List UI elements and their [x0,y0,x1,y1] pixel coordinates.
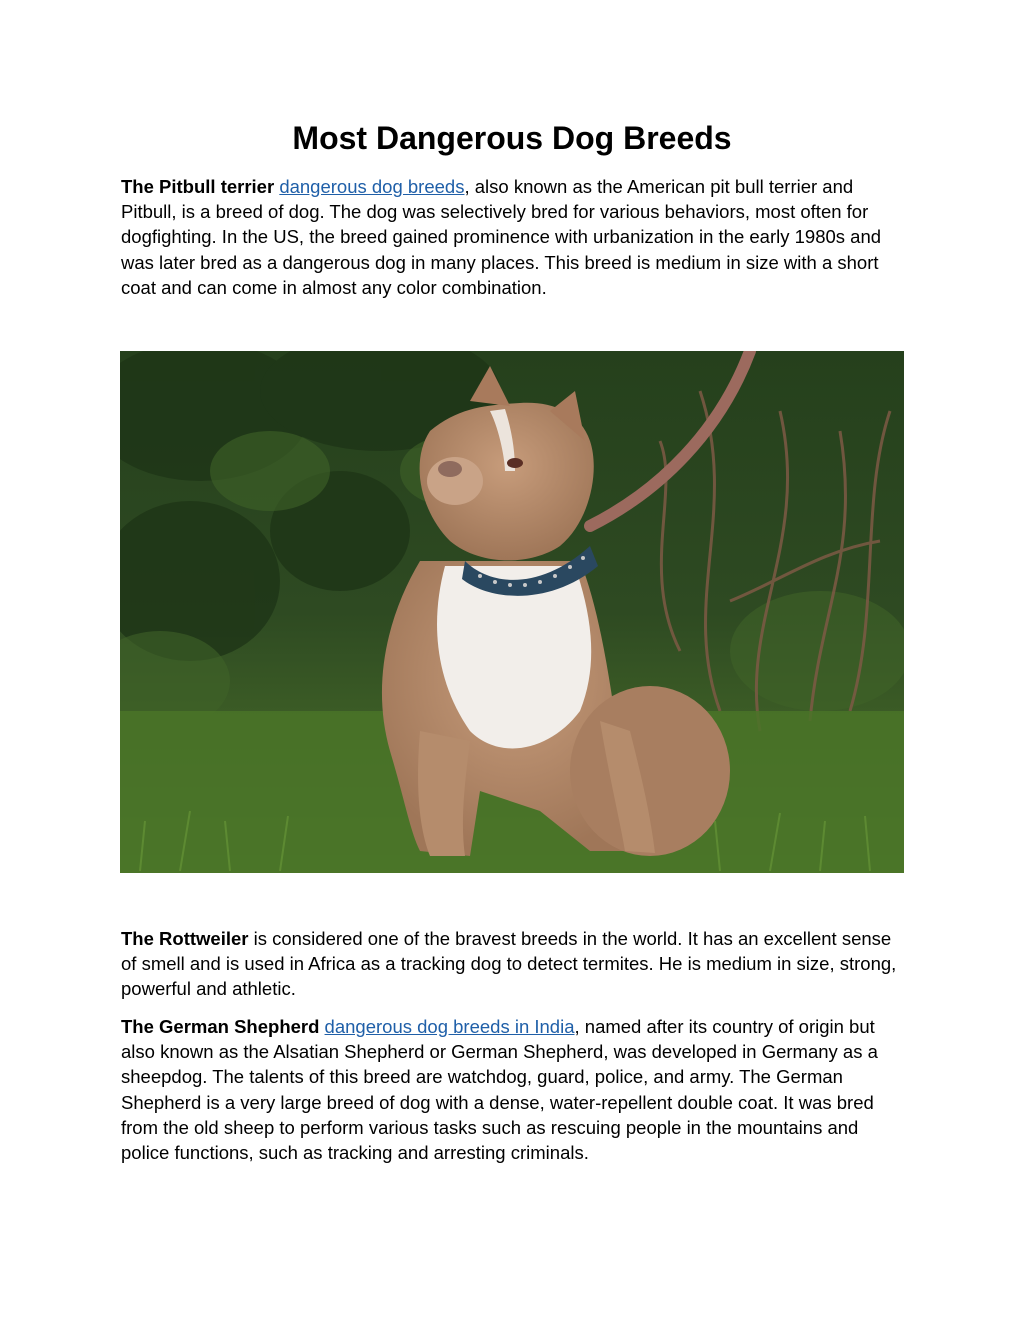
paragraph-pitbull [121,174,911,300]
dangerous-dog-breeds-in-india-link[interactable]: dangerous dog breeds in India [324,1016,575,1037]
paragraph-rottweiler [121,926,911,1002]
page-title: Most Dangerous Dog Breeds [292,120,732,156]
paragraph-lead: The German Shepherd [121,1016,320,1037]
paragraph-lead: The Rottweiler [121,928,249,949]
paragraph-lead: The Pitbull terrier [121,176,275,197]
paragraph-german-shepherd [121,1014,911,1165]
pitbull-photo [120,351,904,873]
paragraph-text: , also known as the American pit bull terrier and Pitbull, is a breed of dog. The dog was selectively bred for various behaviors, most often for dogfighting. In the US, the breed gained prominence with urbanization in the early 1980s and was later bred as a dangerous dog in many places. This breed is medium in size with a short coat and can come in almost any color combination. [121,176,882,298]
paragraph-text: , named after its country of origin but also known as the Alsatian Shepherd or German Shepherd, was developed in Germany as a sheepdog. The talents of this breed are watchdog, guard, police, and army. The German Shepherd is a very large breed of dog with a dense, water-repellent double coat. It was bred from the old sheep to perform various tasks such as rescuing people in the mountains and police functions, such as tracking and arresting criminals. [121,1016,878,1164]
dangerous-dog-breeds-link[interactable]: dangerous dog breeds [279,176,465,197]
paragraph-text: is considered one of the bravest breeds in the world. It has an excellent sense of smell and is used in Africa as a tracking dog to detect termites. He is medium in size, strong, powerful and athletic. [121,928,897,1000]
